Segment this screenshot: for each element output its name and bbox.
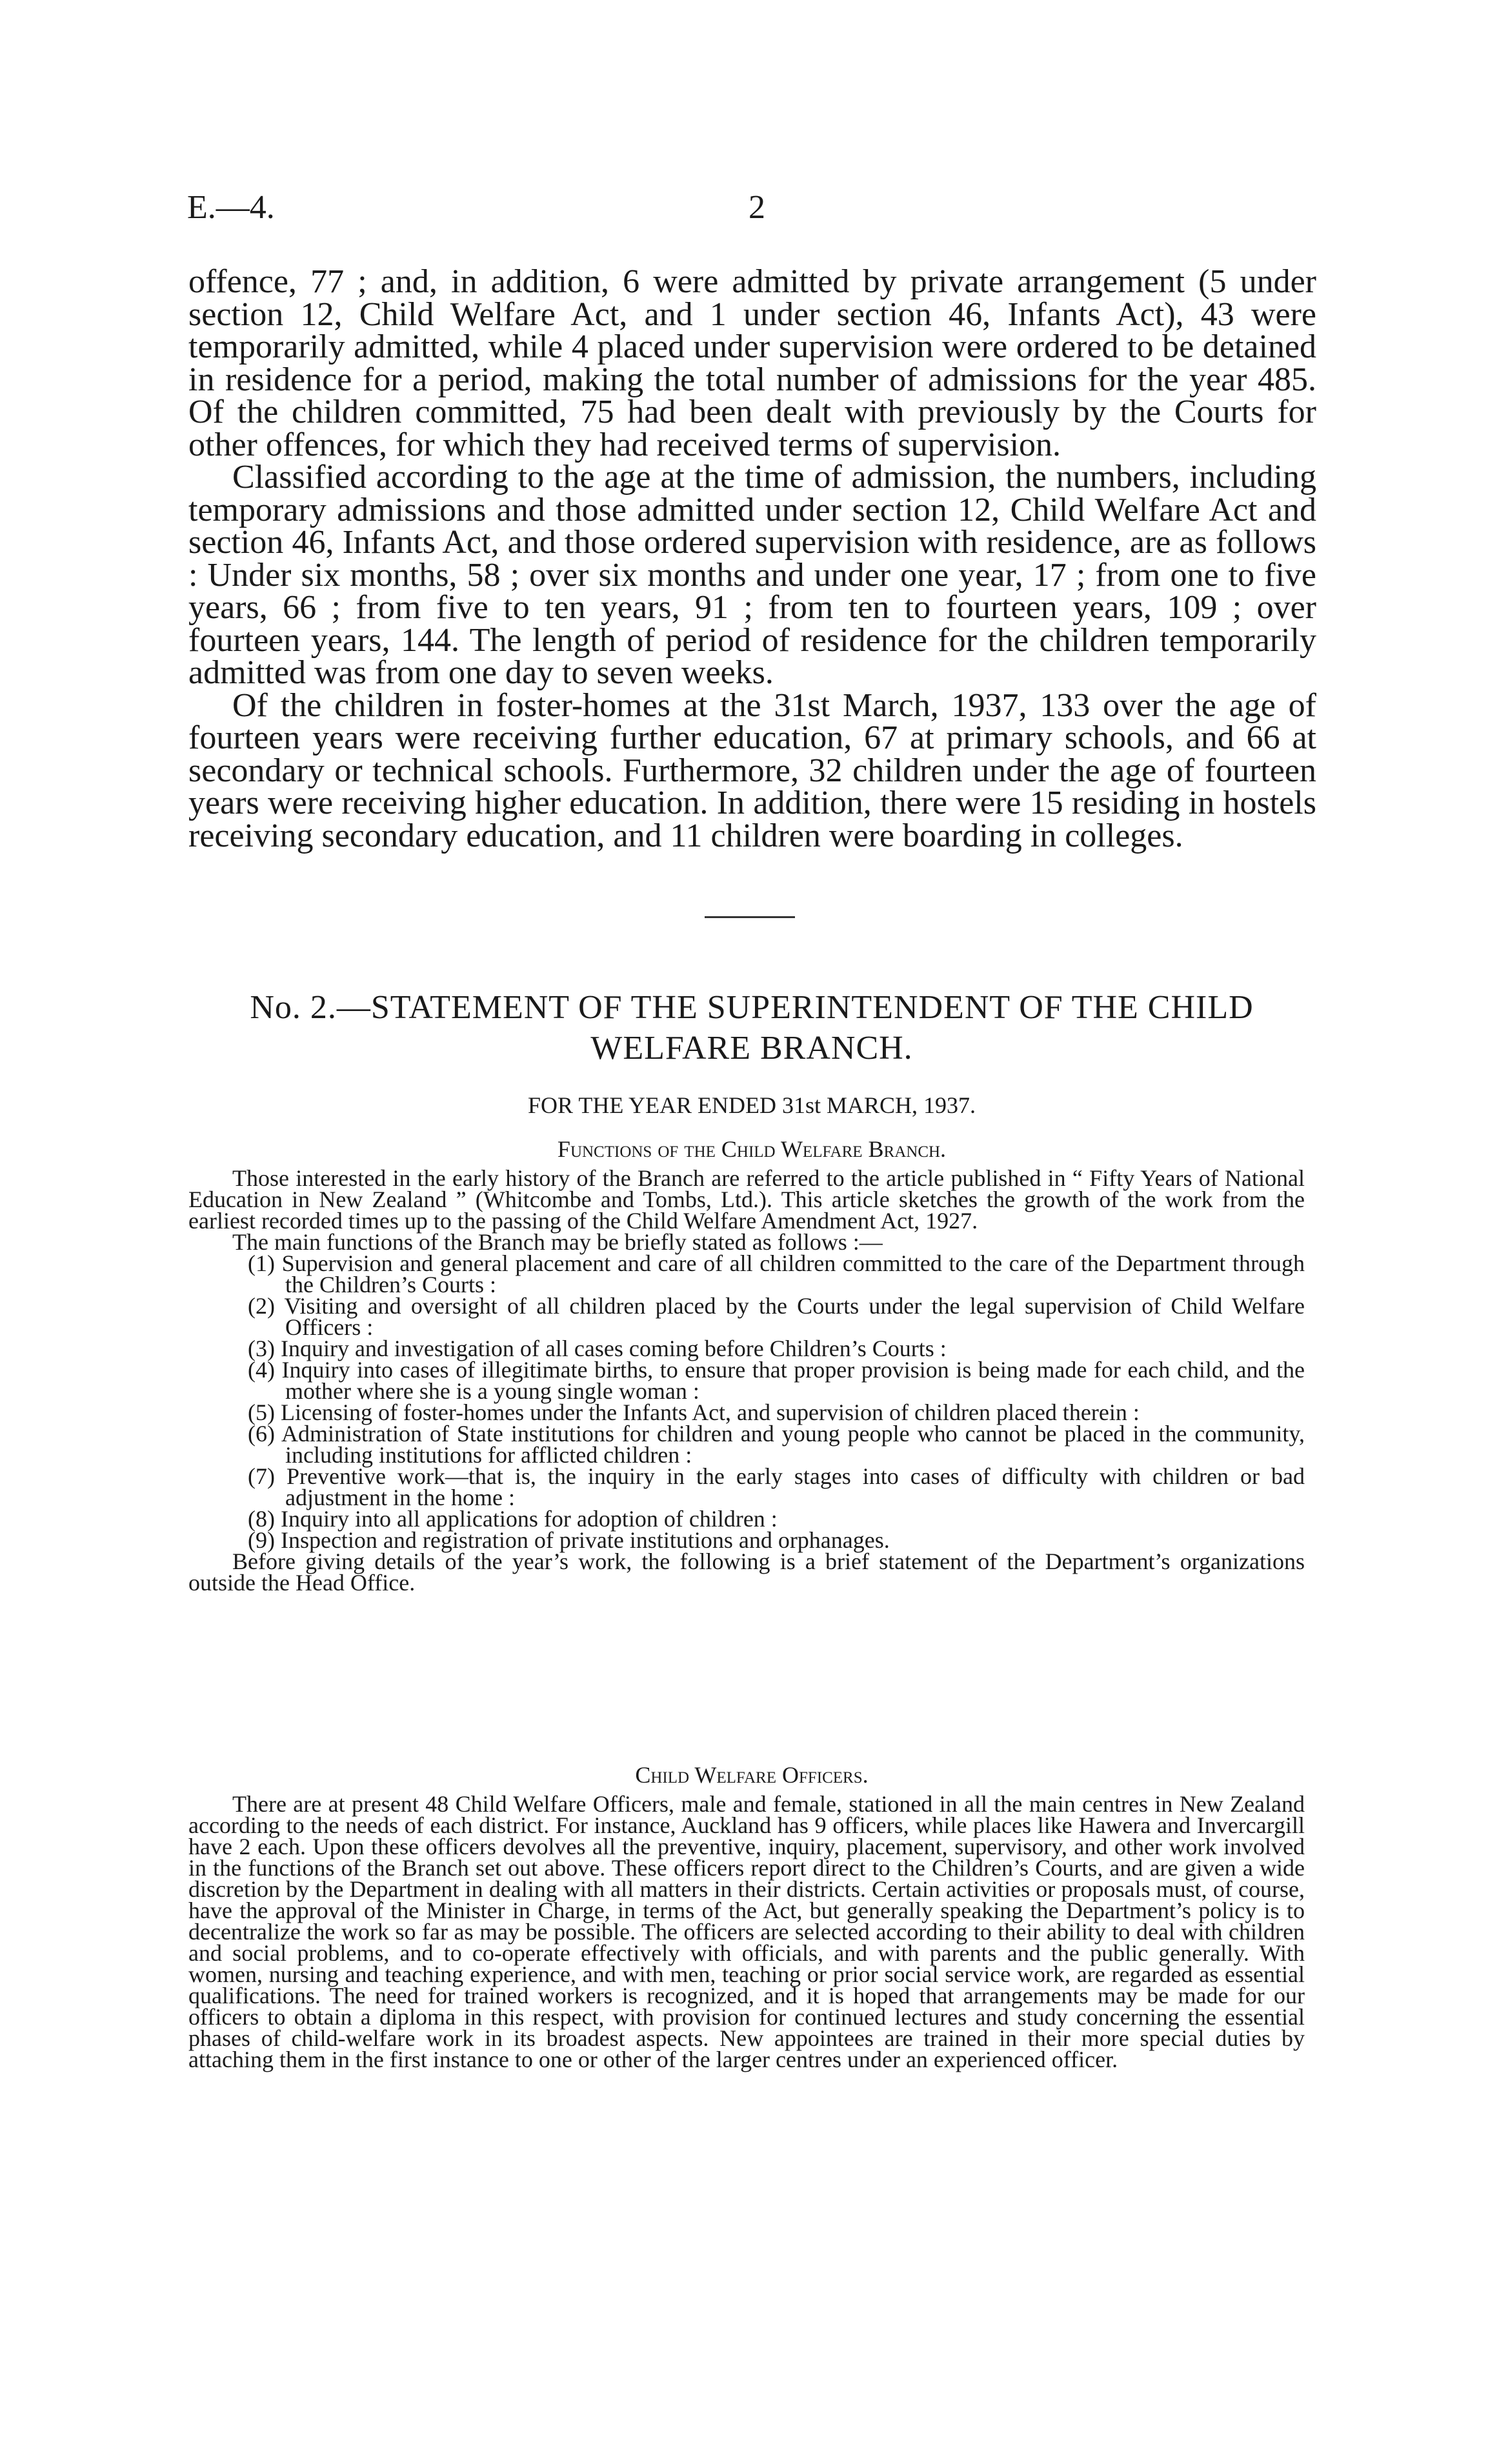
officers-paragraph: There are at present 48 Child Welfare Officers, male and female, stationed in all the main centres in New Zealand according to the needs of each district. For instance, Auckland has 9 officers, while places like Hawera and Invercargill have 2 each. Upon these officers devolves all the preventive, inquiry, placement, supervisory, and other work involved in the functions of the Branch set out above. These officers report direct to the Children’s Courts, and are given a wide discretion by the Department in dealing with all matters in their districts. Certain activities or proposals must, of course, have the approval of the Minister in Charge, in terms of the Act, but generally speaking the Department’s policy is to decentralize the work so far as may be possible. The officers are selected according to their ability to deal with children and social problems, and to co-operate effectively with officials, and with parents and the public generally. With women, nursing and teaching experience, and with men, teaching or prior social service work, are regarded as essential qualifications. The need for trained workers is recognized, and it is hoped that arrangements may be made for our officers to obtain a diploma in this respect, with provision for continued lectures and study concerning the essential phases of child-welfare work in its broadest aspects. New appointees are trained in their more special duties by attaching them in the first instance to one or other of the larger centres under an experienced officer. xyxy=(188,1791,1305,2072)
function-item-5: (5) Licensing of foster-homes under the Infants Act, and supervision of children placed therein : xyxy=(248,1399,1140,1425)
statement-title-line-1: No. 2.—STATEMENT OF THE SUPERINTENDENT OF THE CHILD xyxy=(250,989,1254,1026)
intro-paragraph-2: Classified according to the age at the time of admission, the numbers, including temporary admissions and those admitted under section 12, Child Welfare Act and section 46, Infants Act, and those ordered supervision with residence, are as follows : Under six months, 58 ; over six months and under one year, 17 ; from one to five years, 66 ; from five to ten years, 91 ; from ten to fourteen years, 109 ; over fourteen years, 144. The length of period of residence for the children temporarily admitted was from one day to seven weeks. xyxy=(188,459,1316,691)
functions-list xyxy=(188,1250,1305,1553)
functions-outro: Before giving details of the year’s work, the following is a brief statement of the Department’s organizations outside the Head Office. xyxy=(188,1548,1305,1596)
document-reference: E.—4. xyxy=(187,189,275,226)
function-item-4: (4) Inquiry into cases of illegitimate births, to ensure that proper provision is being made for each child, and the mother where she is a young single woman : xyxy=(248,1357,1305,1404)
section-divider xyxy=(705,916,795,918)
year-line: FOR THE YEAR ENDED 31st MARCH, 1937. xyxy=(527,1092,976,1118)
officers-heading: Child Welfare Officers. xyxy=(635,1762,869,1788)
statement-title-line-2: WELFARE BRANCH. xyxy=(590,1030,913,1067)
page-number: 2 xyxy=(749,189,765,226)
function-item-3: (3) Inquiry and investigation of all cases coming before Children’s Courts : xyxy=(248,1336,947,1361)
functions-intro: The main functions of the Branch may be briefly stated as follows :— xyxy=(232,1229,883,1255)
intro-section xyxy=(188,263,1316,854)
officers-section xyxy=(188,1791,1305,2072)
function-item-9: (9) Inspection and registration of private institutions and orphanages. xyxy=(248,1527,890,1553)
function-item-7: (7) Preventive work—that is, the inquiry in the early stages into cases of difficulty with children or bad adjustment in the home : xyxy=(248,1463,1305,1510)
intro-paragraph-3: Of the children in foster-homes at the 31st March, 1937, 133 over the age of fourteen years were receiving further education, 67 at primary schools, and 66 at secondary or technical schools. Furthermore, 32 children under the age of fourteen years were receiving higher education. In addition, there were 15 residing in hostels receiving secondary education, and 11 children were boarding in colleges. xyxy=(188,686,1316,854)
function-item-6: (6) Administration of State institutions for children and young people who cannot be placed in the community, including institutions for afflicted children : xyxy=(248,1421,1305,1468)
functions-section xyxy=(188,1165,1305,1596)
functions-paragraph: Those interested in the early history of the Branch are referred to the article published in “ Fifty Years of National Education in New Zealand ” (Whitcombe and Tombs, Ltd.). This article sketches the growth of the work from the earliest recorded times up to the passing of the Child Welfare Amendment Act, 1927. xyxy=(188,1165,1305,1234)
function-item-8: (8) Inquiry into all applications for adoption of children : xyxy=(248,1506,778,1532)
function-item-1: (1) Supervision and general placement and care of all children committed to the care of the Department through the Children’s Courts : xyxy=(248,1250,1305,1297)
functions-heading: Functions of the Child Welfare Branch. xyxy=(557,1136,947,1162)
intro-paragraph-1: offence, 77 ; and, in addition, 6 were admitted by private arrangement (5 under section 12, Child Welfare Act, and 1 under section 46, Infants Act), 43 were temporarily admitted, while 4 placed under supervision were ordered to be detained in residence for a period, making the total number of admissions for the year 485. Of the children committed, 75 had been dealt with previously by the Courts for other offences, for which they had received terms of supervision. xyxy=(188,263,1316,463)
function-item-2: (2) Visiting and oversight of all children placed by the Courts under the legal supervision of Child Welfare Officers : xyxy=(248,1293,1305,1340)
